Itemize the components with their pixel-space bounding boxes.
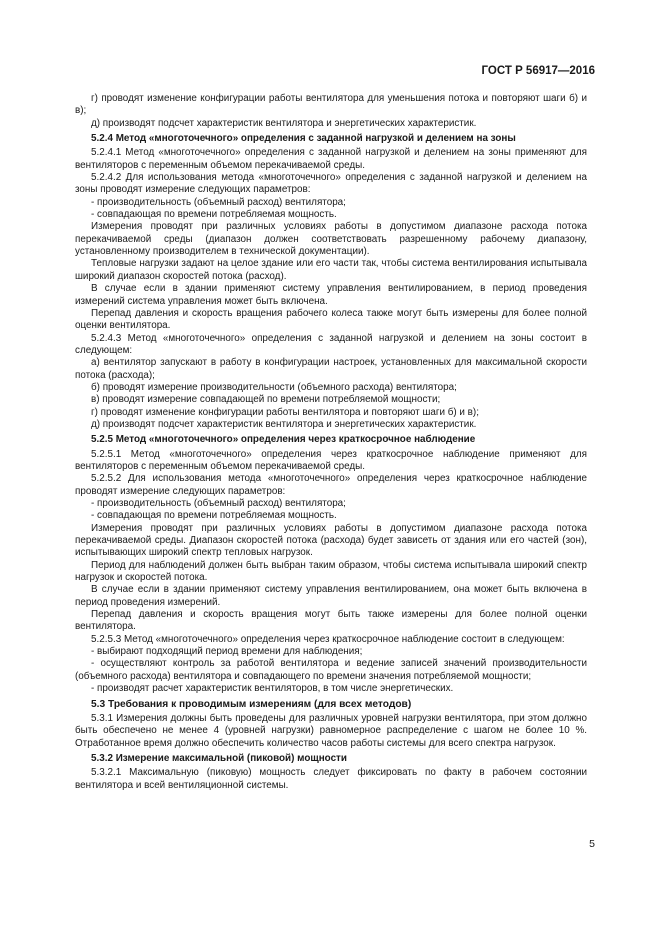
paragraph: а) вентилятор запускают в работу в конфигурации настроек, установленных для максимальной скорости потока (расхода); — [75, 357, 587, 381]
paragraph: Период для наблюдений должен быть выбран таким образом, чтобы система испытывала широкий спектр нагрузок и скоростей потока. — [75, 559, 587, 584]
document-header: ГОСТ Р 56917—2016 — [481, 65, 595, 77]
list-item: - совпадающая по времени потребляемая мощность. — [91, 510, 337, 522]
list-item: - выбирают подходящий период времени для наблюдения; — [91, 646, 363, 658]
list-item: д) производят подсчет характеристик вентилятора и энергетических характеристик. — [91, 418, 477, 430]
paragraph: Перепад давления и скорость вращения рабочего колеса также могут быть измерены для более полной оценки вентилятора. — [75, 307, 587, 332]
list-item: в) проводят измерение совпадающей по времени потребляемой мощности; — [91, 394, 441, 406]
paragraph: В случае если в здании применяют систему управления вентилированием, она может быть включена в период проведения измерений. — [75, 584, 587, 608]
section-heading: 5.3.2 Измерение максимальной (пиковой) мощности — [91, 752, 347, 764]
paragraph: 5.2.4.1 Метод «многоточечного» определения с заданной нагрузкой и делением на зоны применяют для вентиляторов с переменным объемом перекачиваемой среды. — [75, 147, 587, 171]
section-heading: 5.2.4 Метод «многоточечного» определения с заданной нагрузкой и делением на зоны — [91, 133, 516, 145]
paragraph: - осуществляют контроль за работой вентилятора и ведение записей значений производительности (объемного расхода) вентилятора и совпадающего по времени значения потребляемой мощности; — [75, 658, 587, 682]
document-body — [75, 93, 587, 792]
page-number: 5 — [589, 838, 595, 850]
list-item: - производительность (объемный расход) вентилятора; — [91, 498, 346, 509]
paragraph: Измерения проводят при различных условиях работы в допустимом диапазоне расхода потока перекачиваемой среды. Диапазон скоростей потока (расхода) будет зависеть от здания или его частей (зон), испытывающих широкий спектр тепловых нагрузок. — [75, 522, 587, 559]
paragraph: Перепад давления и скорость вращения могут быть также измерены для более полной оценки вентилятора. — [75, 609, 587, 633]
list-item: - производительность (объемный расход) вентилятора; — [91, 196, 346, 208]
paragraph: 5.2.4.3 Метод «многоточечного» определения с заданной нагрузкой и делением на зоны состоит в следующем: — [75, 332, 587, 356]
list-item: г) проводят изменение конфигурации работы вентилятора и повторяют шаги б) и в); — [91, 406, 479, 418]
paragraph: г) проводят изменение конфигурации работы вентилятора для уменьшения потока и повторяют шаги б) и в); — [75, 93, 587, 117]
list-item: - производят расчет характеристик вентиляторов, в том числе энергетических. — [91, 683, 454, 695]
list-item: б) проводят измерение производительности (объемного расхода) вентилятора; — [91, 381, 457, 393]
paragraph: 5.2.5.3 Метод «многоточечного» определения через краткосрочное наблюдение состоит в следующем: — [91, 633, 565, 645]
paragraph: Измерения проводят при различных условиях работы в допустимом диапазоне расхода потока перекачиваемой среды (диапазон должен соответствовать разрешенному рабочему диапазону, установленному производителем в технической документации). — [75, 221, 587, 258]
section-heading: 5.3 Требования к проводимым измерениям (для всех методов) — [91, 698, 412, 710]
list-item: - совпадающая по времени потребляемая мощность. — [91, 209, 337, 221]
paragraph: 5.2.5.2 Для использования метода «многоточечного» определения через краткосрочное наблюдение проводят измерение следующих параметров: — [75, 473, 587, 497]
list-item: д) производят подсчет характеристик вентилятора и энергетических характеристик. — [91, 117, 477, 129]
paragraph: 5.3.1 Измерения должны быть проведены для различных уровней нагрузки вентилятора, при этом должно быть обеспечено не менее 4 (уровней нагрузки) равномерное распределение с шагом не более 10 %. Отработанное время должно обеспечить количество часов работы системы для всего спектра нагрузок. — [75, 712, 587, 749]
paragraph: Тепловые нагрузки задают на целое здание или его части так, чтобы система вентилирования испытывала широкий диапазон скоростей потока (расход). — [75, 258, 587, 282]
paragraph: 5.2.5.1 Метод «многоточечного» определения через краткосрочное наблюдение применяют для вентиляторов с переменным объемом перекачиваемой среды. — [75, 448, 587, 472]
paragraph: В случае если в здании применяют систему управления вентилированием, в период проведения измерений система управления может быть включена. — [75, 283, 587, 307]
paragraph: 5.3.2.1 Максимальную (пиковую) мощность следует фиксировать по факту в рабочем состоянии вентилятора и всей вентиляционной системы. — [75, 767, 587, 791]
paragraph: 5.2.4.2 Для использования метода «многоточечного» определения с заданной нагрузкой и делением на зоны проводят измерение следующих параметров: — [75, 172, 587, 196]
section-heading: 5.2.5 Метод «многоточечного» определения через краткосрочное наблюдение — [91, 434, 476, 446]
